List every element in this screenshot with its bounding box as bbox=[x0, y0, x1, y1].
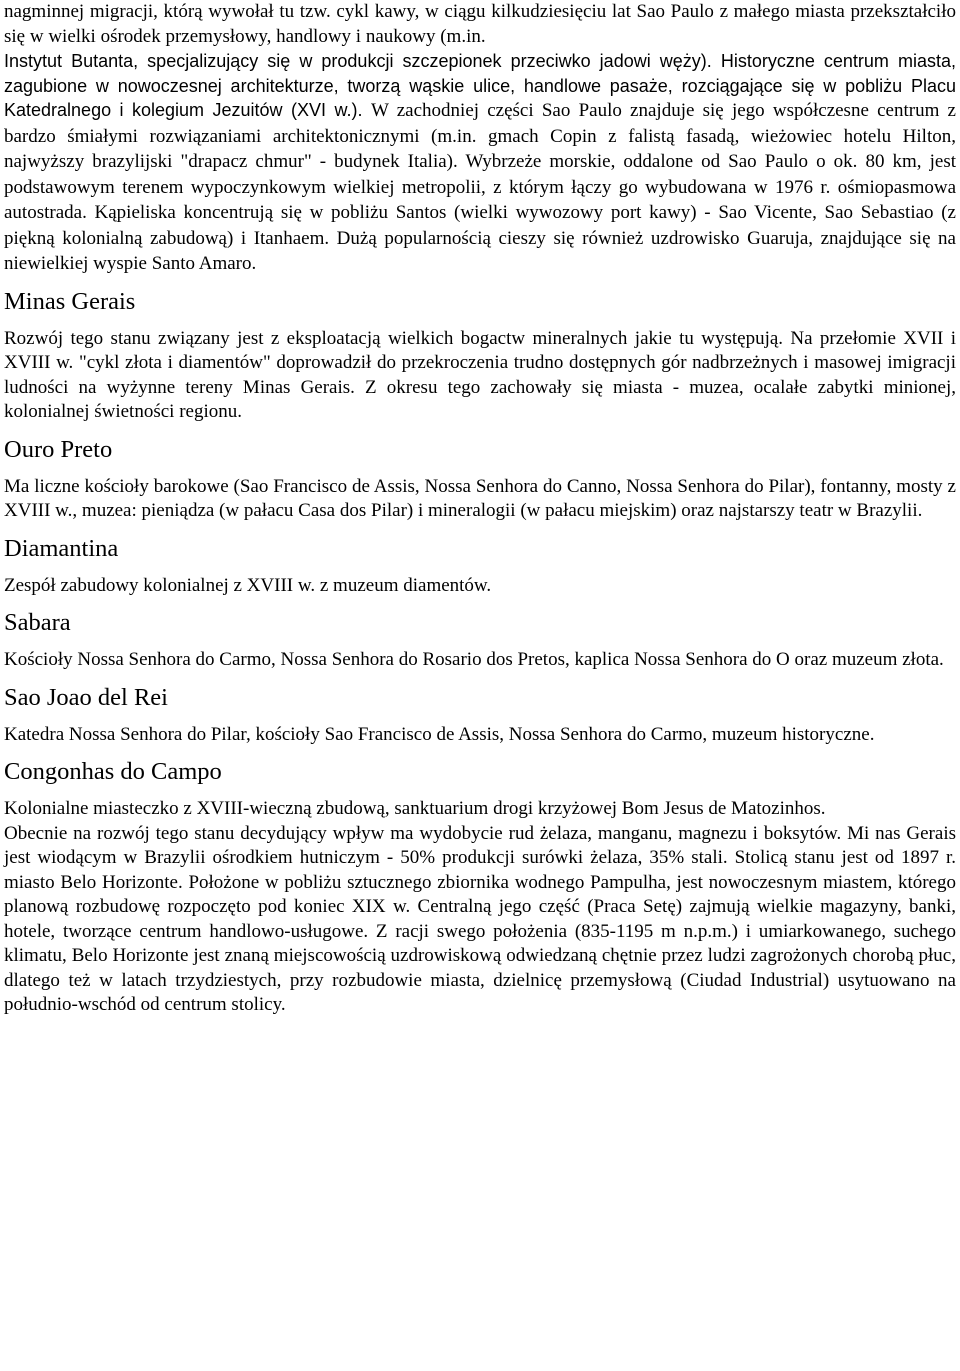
paragraph-diamantina: Zespół zabudowy kolonialnej z XVIII w. z muzeum diamentów. bbox=[4, 574, 492, 596]
intro-text-1: nagminnej migracji, którą wywołał tu tzw. cykl kawy, w ciągu kilkudziesięciu lat Sao Paulo z małego miasta przekształciło się w wielki ośrodek przemysłowy, handlowy i naukowy (m.in. bbox=[4, 1, 956, 47]
heading-ouro-preto: Ouro Preto bbox=[4, 435, 113, 463]
document-page bbox=[4, 0, 956, 1018]
intro-text-3: W zachodniej części Sao Paulo znajduje się jego współczesne centrum z bardzo śmiałymi rozwiązaniami architektonicznymi (m.in. gmach Copin z falistą fasadą, wieżowiec hotelu Hilton, najwyższy brazylijski "drapacz chmur" - budynek Italia). Wybrzeże morskie, oddalone od Sao Paulo o ok. 80 km, jest podstawowym terenem wypoczynkowym wielkiej metropolii, z którym łączy go wybudowana w 1976 r. ośmiopasmowa autostrada. Kąpieliska koncentrują się w pobliżu Santos (wielki wywozowy port kawy) - Sao Vicente, Sao Sebastiao (z piękną kolonialną zabudową) i Itanhaem. Dużą popularnością cieszy się również uzdrowisko Guaruja, znajdujące się na niewielkiej wyspie Santo Amaro. bbox=[4, 100, 956, 274]
heading-minas-gerais: Minas Gerais bbox=[4, 287, 136, 315]
paragraph-minas-gerais: Rozwój tego stanu związany jest z eksploatacją wielkich bogactw mineralnych jakie tu występują. Na przełomie XVII i XVIII w. "cykl złota i diamentów" doprowadził do przekroczenia trudno dostępnych gór nadbrzeżnych i masowej imigracji ludności na wyżynne tereny Minas Gerais. Z okresu tego zachowały się miasta - muzea, ocalałe zabytki minionej, kolonialnej świetności regionu. bbox=[4, 327, 956, 422]
heading-sao-joao-del-rei: Sao Joao del Rei bbox=[4, 683, 168, 711]
paragraph-ouro-preto: Ma liczne kościoły barokowe (Sao Francisco de Assis, Nossa Senhora do Canno, Nossa Senhora do Pilar), fontanny, mosty z XVIII w., muzea: pieniądza (w pałacu Casa dos Pilar) i mineralogii (w pałacu miejskim) oraz najstarszy teatr w Brazylii. bbox=[4, 475, 956, 521]
intro-text-2: Instytut Butanta, specjalizujący się w produkcji szczepionek przeciwko jadowi węży). Historyczne centrum miasta, zagubione w nowoczesnej architekturze, tworzą wąskie ulice, handlowe pasaże, rozciągające się w pobliżu Placu Katedralnego i kolegium Jezuitów (XVI w.). bbox=[4, 51, 956, 120]
paragraph-sabara: Kościoły Nossa Senhora do Carmo, Nossa Senhora do Rosario dos Pretos, kaplica Nossa Senhora do O oraz muzeum złota. bbox=[4, 649, 944, 670]
heading-diamantina: Diamantina bbox=[4, 534, 119, 562]
paragraph-belo-horizonte: Obecnie na rozwój tego stanu decydujący wpływ ma wydobycie rud żelaza, manganu, magnezu i boksytów. Mi nas Gerais jest wiodącym w Brazylii ośrodkiem hutniczym - 50% produkcji surówki żelaza, 35% stali. Stolicą stanu jest od 1897 r. miasto Belo Horizonte. Położone w pobliżu sztucznego zbiornika wodnego Pampulha, jest nowoczesnym miastem, którego planową rozbudowę rozpoczęto pod koniec XIX w. Centralną jego część (Praca Setę) zajmują wielkie magazyny, banki, hotele, tworzące centrum handlowo-usługowe. Z racji swego położenia (835-1195 m n.p.m.) i umiarkowanego, suchego klimatu, Belo Horizonte jest znaną miejscowością uzdrowiskową odwiedzaną chętnie przez ludzi zagrożonych chorobą płuc, dlatego też w latach trzydziestych, przy rozbudowie miasta, dzielnicę przemysłową (Ciudad Industrial) usytuowano na południo-wschód od centrum stolicy. bbox=[4, 822, 956, 1015]
paragraph-sao-joao-del-rei: Katedra Nossa Senhora do Pilar, kościoły Sao Francisco de Assis, Nossa Senhora do Carmo, muzeum historyczne. bbox=[4, 723, 875, 745]
intro-paragraph-1 bbox=[4, 0, 956, 49]
paragraph-congonhas-do-campo: Kolonialne miasteczko z XVIII-wieczną zbudową, sanktuarium drogi krzyżowej Bom Jesus de Matozinhos. bbox=[4, 798, 826, 819]
heading-congonhas-do-campo: Congonhas do Campo bbox=[4, 758, 222, 785]
heading-sabara: Sabara bbox=[4, 609, 71, 636]
intro-block bbox=[4, 0, 956, 277]
intro-paragraph-2 bbox=[4, 49, 956, 277]
